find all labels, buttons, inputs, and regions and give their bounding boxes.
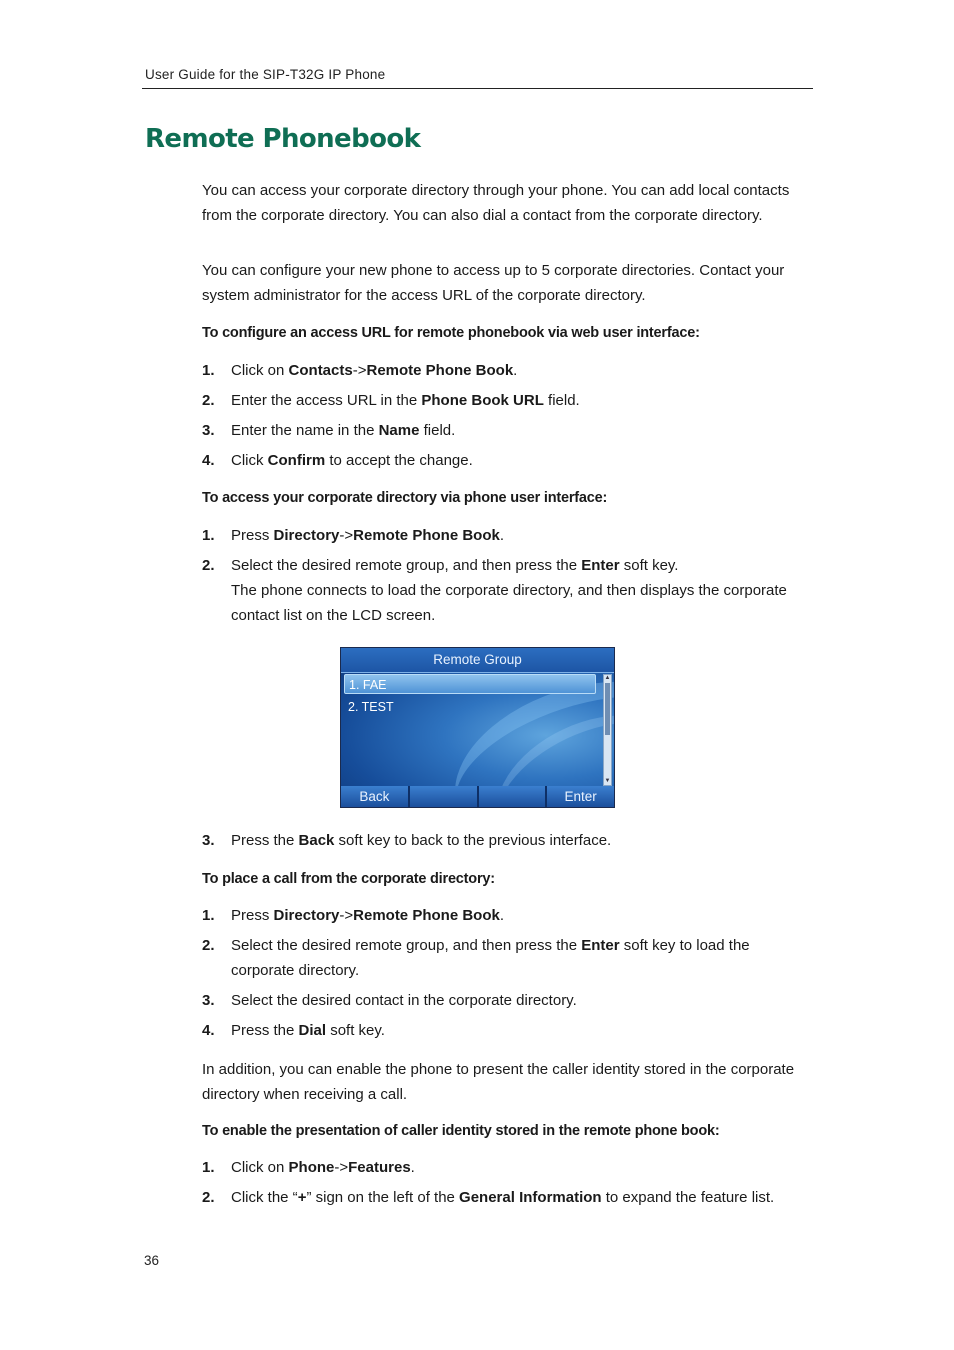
section-heading-enable: To enable the presentation of caller identity stored in the remote phone book: <box>202 1123 720 1139</box>
ui-label-dial: Dial <box>298 1022 327 1039</box>
lcd-list-item-selected: 1. FAE <box>344 674 596 694</box>
ui-label-name: Name <box>378 422 420 439</box>
ui-label-directory: Directory <box>273 907 340 924</box>
header-rule <box>142 88 813 89</box>
softkey-enter: Enter <box>547 786 614 807</box>
running-header: User Guide for the SIP-T32G IP Phone <box>145 67 386 82</box>
ui-label-enter: Enter <box>581 557 620 574</box>
ui-label-confirm: Confirm <box>267 452 326 469</box>
scroll-up-arrow-icon: ▲ <box>604 675 611 681</box>
step-number: 1. <box>202 1159 215 1176</box>
ui-label-enter: Enter <box>581 937 620 954</box>
phone-lcd-screenshot <box>340 647 615 808</box>
section-heading-web: To configure an access URL for remote phonebook via web user interface: <box>202 325 700 341</box>
step-number: 2. <box>202 1189 215 1206</box>
step-note: The phone connects to load the corporate directory, and then displays the corporate contact list on the LCD screen. <box>231 582 787 624</box>
step-number: 4. <box>202 1022 215 1039</box>
step-number: 1. <box>202 907 215 924</box>
scroll-thumb <box>605 683 610 735</box>
step-number: 2. <box>202 937 215 954</box>
section-heading-phone: To access your corporate directory via phone user interface: <box>202 490 608 506</box>
softkey-empty <box>410 786 477 807</box>
addition-paragraph: In addition, you can enable the phone to present the caller identity stored in the corporate directory when receiving a call. <box>202 1061 795 1103</box>
ui-label-phone-book-url: Phone Book URL <box>421 392 544 409</box>
ui-label-general-information: General Information <box>459 1189 602 1206</box>
ui-label-contacts: Contacts <box>288 362 353 379</box>
intro-paragraph-1: You can access your corporate directory through your phone. You can add local contacts from the corporate directory. You can also dial a contact from the corporate directory. <box>202 182 790 224</box>
step-number: 2. <box>202 392 215 409</box>
lcd-softkey-bar <box>341 786 614 807</box>
ui-label-phone: Phone <box>288 1159 335 1176</box>
step-number: 3. <box>202 832 215 849</box>
lcd-list-item: 2. TEST <box>348 700 394 714</box>
ui-label-back: Back <box>298 832 335 849</box>
ui-label-directory: Directory <box>273 527 340 544</box>
softkey-empty <box>479 786 546 807</box>
ui-label-features: Features <box>348 1159 411 1176</box>
step-number: 1. <box>202 362 215 379</box>
step-number: 3. <box>202 422 215 439</box>
page-title: Remote Phonebook <box>145 124 421 154</box>
page-number: 36 <box>144 1253 160 1268</box>
ui-label-remote-phone-book: Remote Phone Book <box>366 362 514 379</box>
intro-paragraph-2: You can configure your new phone to access up to 5 corporate directories. Contact your system administrator for the access URL of the corporate directory. <box>202 262 785 304</box>
ui-label-remote-phone-book: Remote Phone Book <box>353 907 500 924</box>
lcd-title: Remote Group <box>341 648 614 673</box>
softkey-back: Back <box>341 786 408 807</box>
lcd-scrollbar <box>603 674 612 786</box>
scroll-down-arrow-icon: ▼ <box>604 778 611 784</box>
step-number: 1. <box>202 527 215 544</box>
section-heading-call: To place a call from the corporate directory: <box>202 871 495 887</box>
step-number: 4. <box>202 452 215 469</box>
ui-label-plus: + <box>297 1189 307 1206</box>
step-number: 2. <box>202 557 215 574</box>
step-number: 3. <box>202 992 215 1009</box>
ui-label-remote-phone-book: Remote Phone Book <box>353 527 500 544</box>
